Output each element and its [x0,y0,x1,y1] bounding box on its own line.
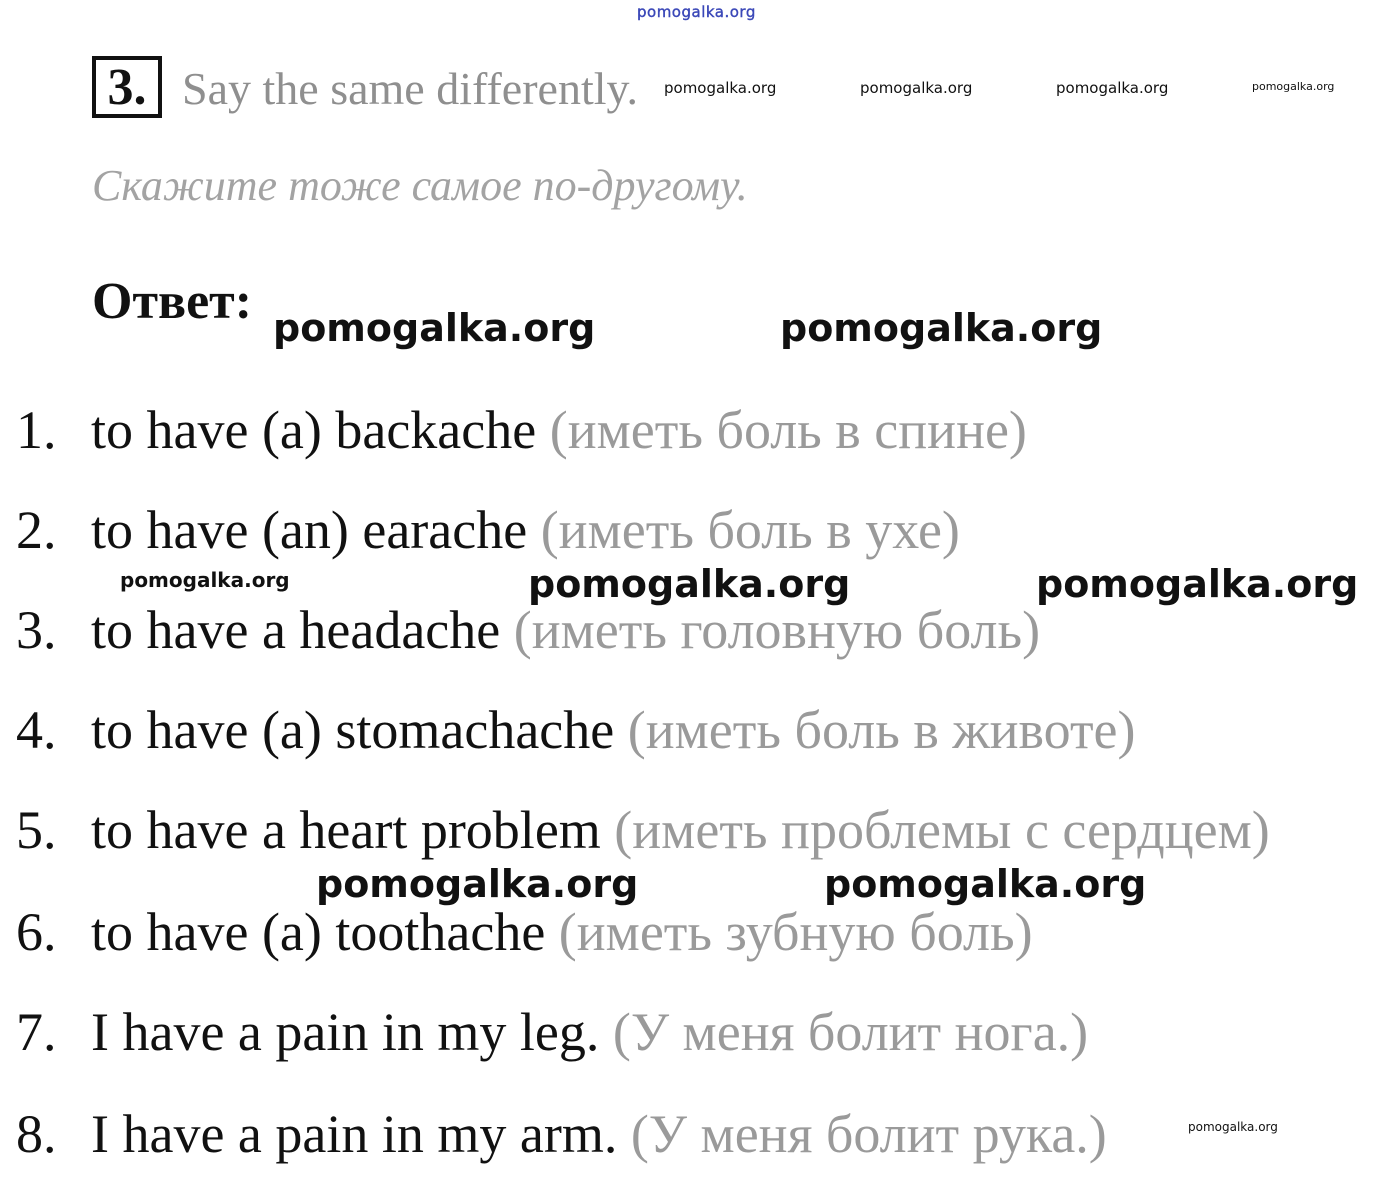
answer-english: to have (a) toothache [91,902,546,962]
answer-russian: (иметь боль в животе) [627,700,1136,760]
answer-english: to have (a) stomachache [91,700,615,760]
answer-label: Ответ: [92,273,253,330]
answer-russian: (иметь зубную боль) [558,902,1033,962]
watermark-header-1: pomogalka.org [664,79,777,97]
answer-russian: (иметь проблемы с сердцем) [614,800,1270,860]
answer-item [16,700,1136,760]
watermark-large-5: pomogalka.org [316,862,639,906]
watermark-large-3: pomogalka.org [528,562,851,606]
watermark-header-3: pomogalka.org [1056,79,1169,97]
answer-number: 3. [16,600,57,660]
answer-english: to have a heart problem [91,800,601,860]
answer-russian: (У меня болит рука.) [630,1104,1107,1164]
answer-russian: (иметь головную боль) [513,600,1041,660]
task-number-box: 3. [92,56,162,118]
watermark-header-2: pomogalka.org [860,79,973,97]
answer-english: to have a headache [91,600,501,660]
answer-english: I have a pain in my leg. [91,1002,600,1062]
answer-russian: (У меня болит нога.) [612,1002,1089,1062]
watermark-large-6: pomogalka.org [824,862,1147,906]
answer-russian: (иметь боль в спине) [549,400,1027,460]
answer-item [16,600,1040,660]
watermark-top: pomogalka.org [637,3,756,21]
task-title: Say the same differently. [182,63,639,114]
answer-item [16,800,1270,860]
answer-item [16,500,960,560]
task-subtitle: Скажите тоже самое по-другому. [92,161,748,210]
answer-number: 2. [16,500,57,560]
answer-number: 6. [16,902,57,962]
answer-item [16,400,1027,460]
watermark-mid-small: pomogalka.org [120,568,290,592]
watermark-large-2: pomogalka.org [780,306,1103,350]
watermark-bottom: pomogalka.org [1188,1120,1278,1134]
answer-number: 7. [16,1002,57,1062]
answer-english: to have (a) backache [91,400,537,460]
answer-english: to have (an) earache [91,500,528,560]
answer-english: I have a pain in my arm. [91,1104,618,1164]
answer-number: 5. [16,800,57,860]
answer-number: 8. [16,1104,57,1164]
watermark-large-1: pomogalka.org [273,306,596,350]
answer-item [16,1104,1107,1164]
answer-item [16,1002,1088,1062]
watermark-large-4: pomogalka.org [1036,562,1359,606]
answer-number: 1. [16,400,57,460]
answer-russian: (иметь боль в ухе) [540,500,960,560]
watermark-header-4: pomogalka.org [1252,80,1335,93]
answer-number: 4. [16,700,57,760]
answer-item [16,902,1033,962]
